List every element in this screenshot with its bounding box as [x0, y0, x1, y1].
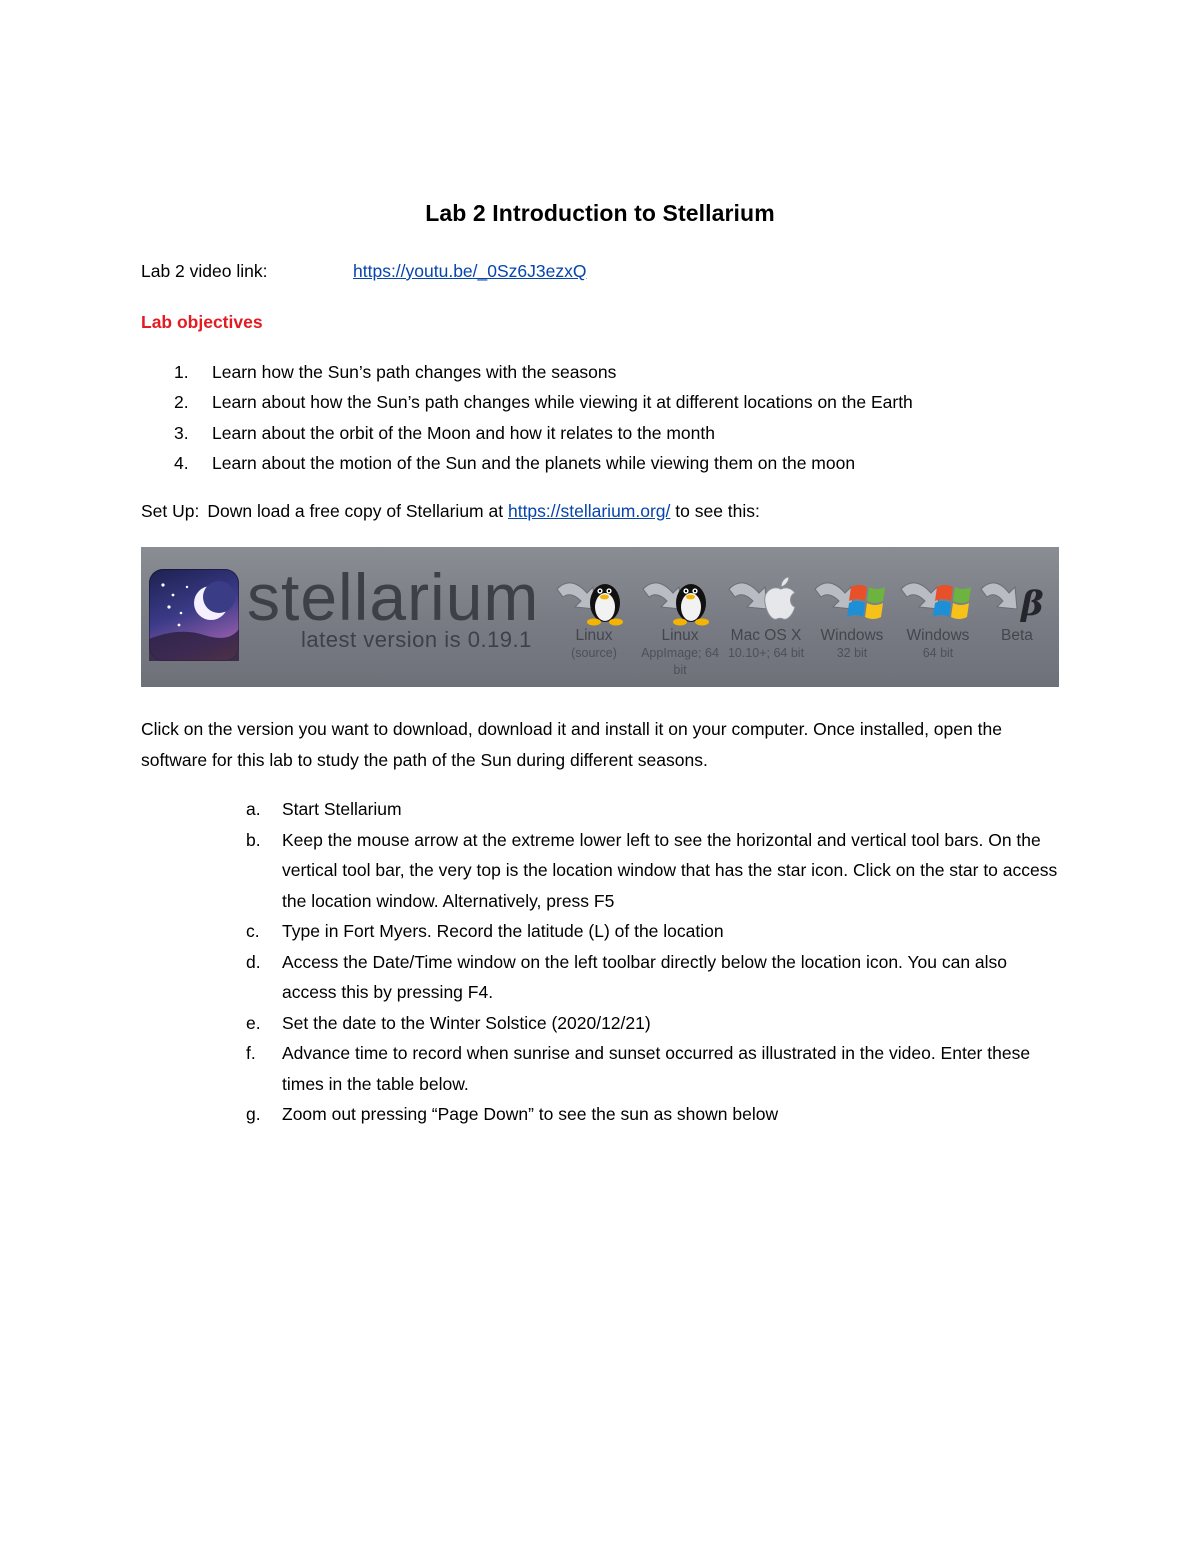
download-arrow-icon	[901, 583, 939, 609]
step-text: Type in Fort Myers. Record the latitude (L) of the location	[282, 921, 724, 941]
objective-text: Learn about the motion of the Sun and the planets while viewing them on the moon	[212, 452, 856, 473]
latest-version-text: latest version is 0.19.1	[301, 627, 532, 652]
download-sub: (source)	[571, 646, 617, 660]
step-text: Keep the mouse arrow at the extreme lower left to see the horizontal and vertical tool bars. On the vertical tool bar, the very top is the location window that has the star icon. Click on the star to access the location window. Alternatively, press F5	[282, 829, 1058, 911]
download-name: Linux	[661, 627, 699, 644]
beta-icon: β	[1021, 584, 1044, 624]
step-text: Start Stellarium	[282, 799, 402, 819]
step-text: Set the date to the Winter Solstice (2020/12/21)	[282, 1012, 651, 1033]
objective-number: 4.	[174, 452, 189, 473]
objective-number: 1.	[174, 362, 189, 382]
apple-icon	[765, 577, 795, 619]
download-linux-source[interactable]	[549, 569, 639, 662]
stellarium-brand-text: stellarium	[247, 560, 540, 634]
step-letter: f.	[246, 1043, 256, 1063]
download-beta[interactable]	[977, 569, 1057, 645]
setup-label: Set Up:	[141, 501, 200, 521]
download-name: Linux	[575, 627, 613, 644]
objective-item	[141, 451, 1041, 481]
download-name: Windows	[906, 627, 970, 644]
download-name: Beta	[1001, 627, 1033, 644]
objectives-list	[141, 360, 1041, 481]
windows-flag-icon	[933, 585, 971, 619]
download-sub: 10.10+; 64 bit	[727, 646, 805, 660]
download-arrow-icon	[729, 583, 767, 609]
stellarium-logo-icon[interactable]	[149, 569, 239, 661]
download-sub: AppImage; 64 bit	[641, 646, 719, 677]
step-text: Access the Date/Time window on the left toolbar directly below the location icon. You can also access this by pressing F4.	[282, 951, 1008, 1002]
setup-text-after: to see this:	[675, 501, 760, 521]
download-mac-os-x[interactable]	[721, 569, 811, 662]
download-arrow-icon	[815, 583, 853, 609]
video-link-row	[141, 261, 586, 282]
setup-line	[141, 501, 760, 522]
objective-text: Learn about the orbit of the Moon and how it relates to the month	[212, 422, 715, 443]
stellarium-download-banner	[141, 547, 1059, 687]
download-arrow-icon	[643, 583, 681, 609]
objectives-heading: Lab objectives	[141, 312, 263, 332]
page-title: Lab 2 Introduction to Stellarium	[425, 200, 775, 226]
objective-item	[141, 360, 1041, 390]
step-item	[246, 794, 1066, 825]
download-linux-appimage[interactable]	[635, 569, 725, 679]
download-sub: 64 bit	[922, 646, 954, 660]
step-text: Advance time to record when sunrise and sunset occurred as illustrated in the video. Enter these times in the table below.	[282, 1043, 1031, 1094]
download-windows-64[interactable]	[893, 569, 983, 662]
download-arrow-icon	[981, 583, 1017, 609]
stellarium-download-link[interactable]: https://stellarium.org/	[507, 501, 671, 521]
objective-number: 3.	[174, 422, 189, 443]
download-sub: 32 bit	[836, 646, 868, 660]
download-windows-32[interactable]	[807, 569, 897, 662]
step-item	[246, 1038, 1066, 1099]
step-letter: b.	[246, 829, 261, 850]
objective-number: 2.	[174, 392, 189, 413]
objective-item	[141, 421, 1041, 451]
download-name: Windows	[820, 627, 884, 644]
windows-flag-icon	[847, 585, 885, 619]
step-letter: c.	[246, 921, 260, 941]
steps-list	[246, 794, 1066, 1130]
step-letter: e.	[246, 1012, 261, 1033]
step-text: Zoom out pressing “Page Down” to see the sun as shown below	[282, 1104, 779, 1124]
objective-text: Learn how the Sun’s path changes with the seasons	[212, 362, 617, 382]
video-link[interactable]: https://youtu.be/_0Sz6J3ezxQ	[353, 261, 587, 281]
objective-text: Learn about how the Sun’s path changes while viewing it at different locations on the Earth	[212, 392, 913, 413]
video-link-label: Lab 2 video link:	[141, 261, 268, 281]
step-item	[246, 825, 1066, 917]
download-name: Mac OS X	[730, 627, 802, 644]
setup-text: Down load a free copy of Stellarium at	[207, 501, 504, 521]
objective-item	[141, 390, 1041, 420]
step-letter: a.	[246, 799, 261, 819]
step-letter: d.	[246, 951, 261, 972]
intro-paragraph: Click on the version you want to download, download it and install it on your computer. Once installed, open the software for this lab to study the path of the Sun during different seasons.	[141, 719, 1002, 770]
download-arrow-icon	[557, 583, 595, 609]
step-item	[246, 947, 1066, 1008]
step-item	[246, 1008, 1066, 1039]
step-item	[246, 1099, 1066, 1130]
step-item	[246, 916, 1066, 947]
step-letter: g.	[246, 1104, 261, 1124]
